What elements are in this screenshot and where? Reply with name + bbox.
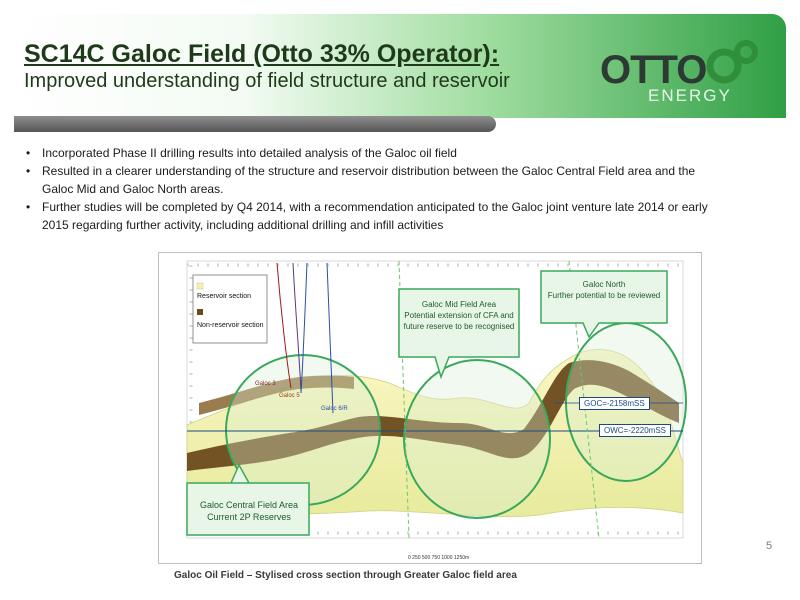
- slide-subtitle: Improved understanding of field structure and reservoir: [24, 70, 510, 92]
- cross-section-figure: [158, 252, 702, 564]
- mid-callout-title: Galoc Mid Field Area: [421, 300, 497, 309]
- bullet-list: [26, 144, 726, 234]
- north-callout-text: [543, 279, 665, 301]
- central-callout-title: Galoc Central Field Area: [199, 500, 299, 510]
- slide-title: SC14C Galoc Field (Otto 33% Operator):: [24, 40, 500, 68]
- bullet-item: • Further studies will be completed by Q4 2014, with a recommendation anticipated to the Galoc joint venture late 2014 or early 2015 regarding further activity, including additional drilling and infill activities: [26, 198, 726, 234]
- legend-box: [193, 275, 267, 343]
- legend-swatch-non-reservoir: [197, 309, 203, 315]
- goc-label: GOC=-2158mSS: [579, 397, 650, 410]
- bullet-item: • Incorporated Phase II drilling results into detailed analysis of the Galoc oil field: [26, 144, 726, 162]
- mid-area-ellipse: [404, 360, 550, 518]
- banner-underline-bar: [14, 116, 496, 132]
- north-callout-title: Galoc North: [582, 280, 626, 289]
- mid-callout-body: Potential extension of CFA and future reserve to be recognised: [403, 311, 515, 331]
- logo-wordmark: OTTO: [600, 48, 707, 92]
- central-callout-body: Current 2P Reserves: [207, 512, 291, 522]
- figure-caption: Galoc Oil Field – Stylised cross section through Greater Galoc field area: [174, 570, 517, 581]
- well-label: Galoc 5: [279, 393, 300, 399]
- scale-bar-label: 0 250 500 750 1000 1250m: [408, 555, 470, 561]
- well-label: Galoc 6/R: [321, 406, 348, 412]
- logo-subtext: ENERGY: [648, 86, 732, 105]
- mid-callout-text: [401, 299, 517, 332]
- bullet-item: • Resulted in a clearer understanding of the structure and reservoir distribution between the Galoc Central Field area and the Galoc Mid and Galoc North areas.: [26, 162, 726, 198]
- logo-rings-icon: [700, 36, 776, 86]
- legend-label-non-reservoir: Non-reservoir section: [197, 322, 264, 329]
- well-label: Galoc 3: [255, 381, 276, 387]
- legend-swatch-reservoir: [197, 283, 203, 289]
- page-number: 5: [766, 540, 773, 552]
- owc-label: OWC=-2220mSS: [599, 424, 671, 437]
- central-callout-text: [191, 499, 307, 523]
- legend-label-reservoir: Reservoir section: [197, 293, 252, 300]
- north-callout-body: Further potential to be reviewed: [547, 291, 661, 300]
